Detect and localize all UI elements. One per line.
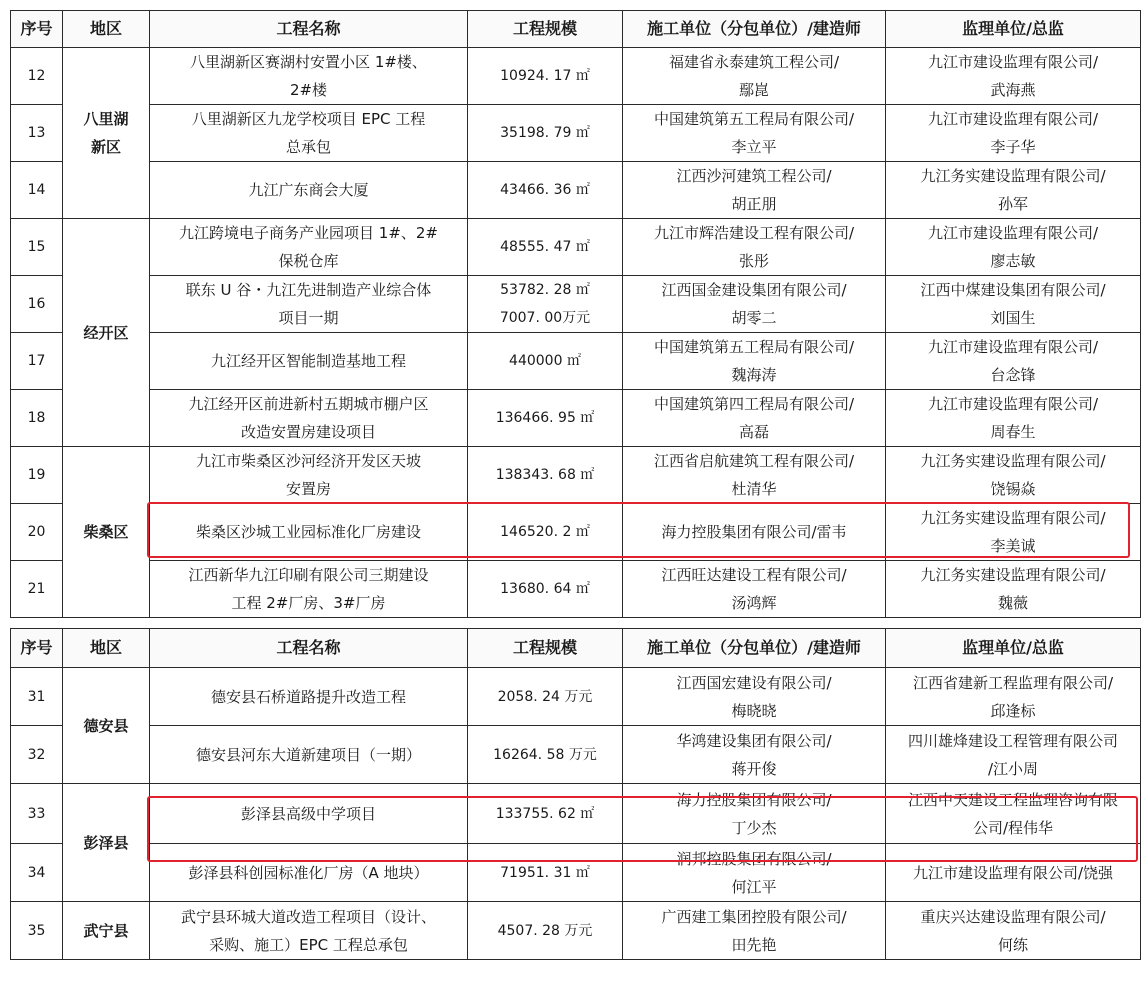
row-no: 31 [11, 668, 63, 726]
contractor: 江西旺达建设工程有限公司/ 汤鸿辉 [623, 561, 886, 618]
table-row [11, 48, 1141, 105]
header-contractor: 施工单位（分包单位）/建造师 [623, 11, 886, 48]
supervisor: 九江务实建设监理有限公司/ 李美诚 [886, 504, 1141, 561]
header-scale: 工程规模 [468, 629, 623, 668]
project-scale: 48555. 47 ㎡ [468, 219, 623, 276]
contractor: 江西沙河建筑工程公司/ 胡正朋 [623, 162, 886, 219]
project-name: 武宁县环城大道改造工程项目（设计、 采购、施工）EPC 工程总承包 [150, 902, 468, 960]
supervisor: 江西中煤建设集团有限公司/ 刘国生 [886, 276, 1141, 333]
project-scale: 146520. 2 ㎡ [468, 504, 623, 561]
table-row [11, 668, 1141, 726]
contractor: 江西国宏建设有限公司/ 梅晓晓 [623, 668, 886, 726]
supervisor: 九江市建设监理有限公司/ 周春生 [886, 390, 1141, 447]
supervisor: 江西省建新工程监理有限公司/ 邱逢标 [886, 668, 1141, 726]
supervisor: 九江务实建设监理有限公司/ 饶锡焱 [886, 447, 1141, 504]
header-area: 地区 [63, 629, 150, 668]
area-cell [63, 902, 150, 960]
project-name: 德安县石桥道路提升改造工程 [150, 668, 468, 726]
row-no: 13 [11, 105, 63, 162]
project-table-2 [10, 628, 1141, 960]
table-header-row [11, 11, 1141, 48]
supervisor: 九江市建设监理有限公司/ 李子华 [886, 105, 1141, 162]
contractor: 广西建工集团控股有限公司/ 田先艳 [623, 902, 886, 960]
row-no: 35 [11, 902, 63, 960]
supervisor: 九江市建设监理有限公司/饶强 [886, 844, 1141, 902]
project-name: 联东 U 谷・九江先进制造产业综合体 项目一期 [150, 276, 468, 333]
project-name: 九江经开区前进新村五期城市棚户区 改造安置房建设项目 [150, 390, 468, 447]
project-scale: 43466. 36 ㎡ [468, 162, 623, 219]
supervisor: 江西中天建设工程监理咨询有限 公司/程伟华 [886, 784, 1141, 844]
project-scale: 440000 ㎡ [468, 333, 623, 390]
project-scale: 4507. 28 万元 [468, 902, 623, 960]
contractor: 九江市辉浩建设工程有限公司/ 张彤 [623, 219, 886, 276]
row-no: 32 [11, 726, 63, 784]
project-scale: 13680. 64 ㎡ [468, 561, 623, 618]
table-row [11, 276, 1141, 333]
area-cell [63, 784, 150, 902]
contractor: 江西省启航建筑工程有限公司/ 杜清华 [623, 447, 886, 504]
area-cell [63, 219, 150, 447]
area-label: 经开区 [83, 323, 129, 342]
project-name: 彭泽县高级中学项目 [150, 784, 468, 844]
project-name: 九江跨境电子商务产业园项目 1#、2# 保税仓库 [150, 219, 468, 276]
contractor: 福建省永泰建筑工程公司/ 鄢崑 [623, 48, 886, 105]
header-no: 序号 [11, 629, 63, 668]
project-scale: 136466. 95 ㎡ [468, 390, 623, 447]
contractor: 海力控股集团有限公司/ 丁少杰 [623, 784, 886, 844]
project-scale: 35198. 79 ㎡ [468, 105, 623, 162]
header-area: 地区 [63, 11, 150, 48]
table-row [11, 902, 1141, 960]
header-contractor: 施工单位（分包单位）/建造师 [623, 629, 886, 668]
table-row [11, 219, 1141, 276]
project-name: 八里湖新区赛湖村安置小区 1#楼、 2#楼 [150, 48, 468, 105]
table-row-highlighted [11, 504, 1141, 561]
project-name: 九江经开区智能制造基地工程 [150, 333, 468, 390]
row-no: 16 [11, 276, 63, 333]
project-name: 德安县河东大道新建项目（一期） [150, 726, 468, 784]
project-name: 九江市柴桑区沙河经济开发区天坡 安置房 [150, 447, 468, 504]
header-name: 工程名称 [150, 11, 468, 48]
contractor: 海力控股集团有限公司/雷韦 [623, 504, 886, 561]
contractor: 中国建筑第四工程局有限公司/ 高磊 [623, 390, 886, 447]
row-no: 12 [11, 48, 63, 105]
table-row [11, 333, 1141, 390]
header-scale: 工程规模 [468, 11, 623, 48]
table-row [11, 726, 1141, 784]
project-name: 九江广东商会大厦 [150, 162, 468, 219]
table-header-row [11, 629, 1141, 668]
table-row [11, 390, 1141, 447]
row-no: 18 [11, 390, 63, 447]
area-cell [63, 447, 150, 618]
supervisor: 九江务实建设监理有限公司/ 魏薇 [886, 561, 1141, 618]
area-cell [63, 668, 150, 784]
project-name: 八里湖新区九龙学校项目 EPC 工程 总承包 [150, 105, 468, 162]
area-label: 柴桑区 [83, 523, 129, 541]
project-scale: 138343. 68 ㎡ [468, 447, 623, 504]
contractor: 华鸿建设集团有限公司/ 蒋开俊 [623, 726, 886, 784]
supervisor: 重庆兴达建设监理有限公司/ 何练 [886, 902, 1141, 960]
table-row [11, 844, 1141, 902]
area-label: 八里湖新区 [83, 110, 129, 156]
row-no: 34 [11, 844, 63, 902]
row-no: 33 [11, 784, 63, 844]
table-row-highlighted [11, 784, 1141, 844]
row-no: 15 [11, 219, 63, 276]
table-row [11, 561, 1141, 618]
project-scale: 133755. 62 ㎡ [468, 784, 623, 844]
row-no: 19 [11, 447, 63, 504]
supervisor: 九江市建设监理有限公司/ 台念锋 [886, 333, 1141, 390]
project-table-1 [10, 10, 1141, 618]
project-name: 江西新华九江印刷有限公司三期建设 工程 2#厂房、3#厂房 [150, 561, 468, 618]
area-cell [63, 48, 150, 219]
supervisor: 九江市建设监理有限公司/ 武海燕 [886, 48, 1141, 105]
contractor: 润邦控股集团有限公司/ 何江平 [623, 844, 886, 902]
header-supervisor: 监理单位/总监 [886, 11, 1141, 48]
row-no: 14 [11, 162, 63, 219]
area-label: 德安县 [83, 716, 129, 735]
contractor: 中国建筑第五工程局有限公司/ 魏海涛 [623, 333, 886, 390]
table-row [11, 105, 1141, 162]
supervisor: 九江市建设监理有限公司/ 廖志敏 [886, 219, 1141, 276]
header-name: 工程名称 [150, 629, 468, 668]
contractor: 江西国金建设集团有限公司/ 胡零二 [623, 276, 886, 333]
row-no: 20 [11, 504, 63, 561]
project-scale: 10924. 17 ㎡ [468, 48, 623, 105]
row-no: 17 [11, 333, 63, 390]
project-scale: 71951. 31 ㎡ [468, 844, 623, 902]
project-scale: 53782. 28 ㎡ 7007. 00万元 [468, 276, 623, 333]
table-row [11, 447, 1141, 504]
project-scale: 2058. 24 万元 [468, 668, 623, 726]
table-row [11, 162, 1141, 219]
project-name: 彭泽县科创园标准化厂房（A 地块） [150, 844, 468, 902]
area-label: 彭泽县 [83, 833, 129, 852]
header-supervisor: 监理单位/总监 [886, 629, 1141, 668]
supervisor: 四川雄烽建设工程管理有限公司 /江小周 [886, 726, 1141, 784]
row-no: 21 [11, 561, 63, 618]
project-name: 柴桑区沙城工业园标准化厂房建设 [150, 504, 468, 561]
header-no: 序号 [11, 11, 63, 48]
project-scale: 16264. 58 万元 [468, 726, 623, 784]
supervisor: 九江务实建设监理有限公司/ 孙军 [886, 162, 1141, 219]
area-label: 武宁县 [83, 921, 129, 940]
contractor: 中国建筑第五工程局有限公司/ 李立平 [623, 105, 886, 162]
